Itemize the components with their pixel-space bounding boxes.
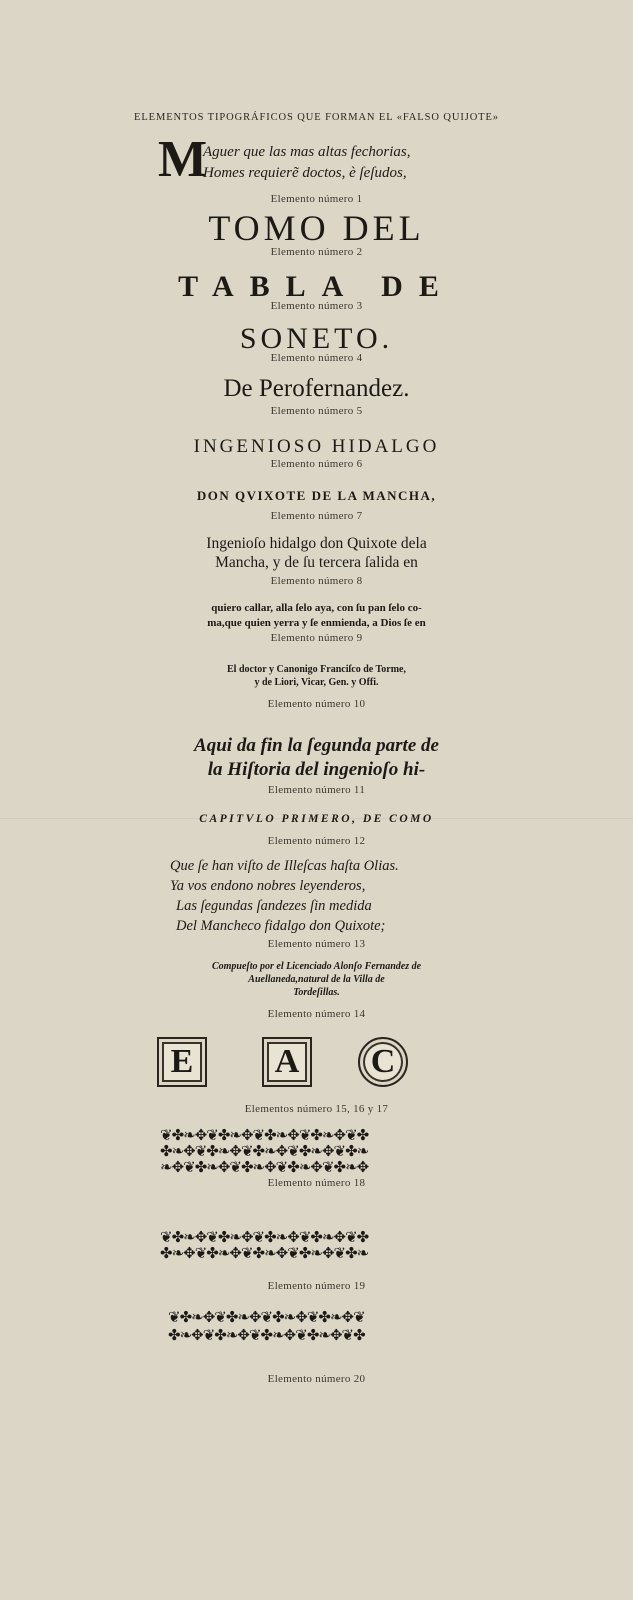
caption-1: Elemento número 1: [270, 193, 363, 205]
element-13-line-4: Del Mancheco fidalgo don Quixote;: [176, 918, 386, 934]
element-5-specimen: De Perofernandez.: [223, 375, 410, 402]
element-14-line-3: Tordeſillas.: [293, 987, 340, 998]
caption-13: Elemento número 13: [267, 938, 366, 950]
caption-3: Elemento número 3: [270, 300, 363, 312]
caption-2: Elemento número 2: [270, 246, 363, 258]
element-1-line-2: Homes requierẽ doctos, è ſeſudos,: [203, 165, 407, 181]
ornament-row: ❦✤❧✥❦✤❧✥❦✤❧✥❦✤❧✥❦✤: [160, 1230, 369, 1246]
element-14-line-2: Auellaneda,natural de la Villa de: [248, 974, 385, 985]
caption-4: Elemento número 4: [270, 352, 363, 364]
caption-19: Elemento número 19: [267, 1280, 366, 1292]
ornament-row: ✤❧✥❦✤❧✥❦✤❧✥❦✤❧✥❦✤❧: [160, 1246, 369, 1262]
element-14-specimen: [0, 960, 633, 999]
element-12-specimen: CAPITVLO PRIMERO, DE COMO: [199, 813, 434, 825]
element-6-specimen: INGENIOSO HIDALGO: [193, 436, 440, 457]
caption-12: Elemento número 12: [267, 835, 366, 847]
decorated-initial-a: A: [262, 1037, 312, 1087]
ornament-row: ✤❧✥❦✤❧✥❦✤❧✥❦✤❧✥❦✤: [168, 1328, 365, 1344]
element-14-line-1: Compueſto por el Licenciado Alonſo Fernandez de: [211, 961, 422, 972]
element-2-specimen: TOMO DEL: [208, 208, 425, 248]
element-13-specimen: [170, 856, 470, 936]
caption-8: Elemento número 8: [270, 575, 363, 587]
caption-14: Elemento número 14: [267, 1008, 366, 1020]
element-10-specimen: [0, 663, 633, 689]
caption-11: Elemento número 11: [267, 784, 366, 796]
caption-15-17: Elementos número 15, 16 y 17: [244, 1103, 389, 1115]
caption-9: Elemento número 9: [270, 632, 363, 644]
element-11-line-1: Aqui da fin la ſegunda parte de: [194, 735, 439, 756]
element-10-line-2: y de Liori, Vicar, Gen. y Offi.: [254, 677, 379, 688]
caption-5: Elemento número 5: [270, 405, 363, 417]
ornament-row: ❦✤❧✥❦✤❧✥❦✤❧✥❦✤❧✥❦✤: [160, 1128, 369, 1144]
dropcap-letter: M: [158, 131, 208, 188]
element-8-specimen: [0, 534, 633, 572]
element-9-line-1: quiero callar, alla ſelo aya, con ſu pan ſelo co-: [211, 602, 422, 614]
decorated-initial-c: C: [358, 1037, 408, 1087]
element-9-specimen: [0, 601, 633, 631]
caption-10: Elemento número 10: [267, 698, 366, 710]
caption-7: Elemento número 7: [270, 510, 363, 522]
decorated-initial-e: E: [157, 1037, 207, 1087]
element-13-line-1: Que ſe han viſto de Illeſcas haſta Olias.: [170, 858, 399, 874]
caption-18: Elemento número 18: [267, 1177, 366, 1189]
element-9-line-2: ma,que quien yerra y ſe enmienda, a Dios ſe en: [207, 617, 426, 629]
element-11-line-2: la Hiſtoria del ingenioſo hi-: [207, 759, 426, 780]
ornament-row: ❧✥❦✤❧✥❦✤❧✥❦✤❧✥❦✤❧✥: [160, 1160, 369, 1176]
element-7-specimen: DON QVIXOTE DE LA MANCHA,: [196, 488, 437, 503]
element-13-line-3: Las ſegundas ſandezes ſin medida: [176, 898, 372, 914]
element-1-line-1: Aguer que las mas altas fechorias,: [203, 144, 411, 160]
element-10-line-1: El doctor y Canonigo Franciſco de Torme,: [227, 664, 406, 675]
element-4-specimen: SONETO.: [239, 322, 394, 355]
caption-6: Elemento número 6: [270, 458, 363, 470]
page-header: ELEMENTOS TIPOGRÁFICOS QUE FORMAN EL «FALSO QUIJOTE»: [134, 112, 499, 123]
element-8-line-1: Ingenioſo hidalgo don Quixote dela: [206, 535, 427, 552]
element-13-line-2: Ya vos endono nobres leyenderos,: [170, 878, 366, 894]
element-11-specimen: [0, 734, 633, 782]
element-3-specimen: TABLA DE: [178, 270, 455, 303]
ornament-row: ❦✤❧✥❦✤❧✥❦✤❧✥❦✤❧✥❦: [168, 1310, 365, 1326]
caption-20: Elemento número 20: [267, 1373, 366, 1385]
element-8-line-2: Mancha, y de ſu tercera ſalida en: [215, 554, 418, 571]
ornament-row: ✤❧✥❦✤❧✥❦✤❧✥❦✤❧✥❦✤❧: [160, 1144, 369, 1160]
